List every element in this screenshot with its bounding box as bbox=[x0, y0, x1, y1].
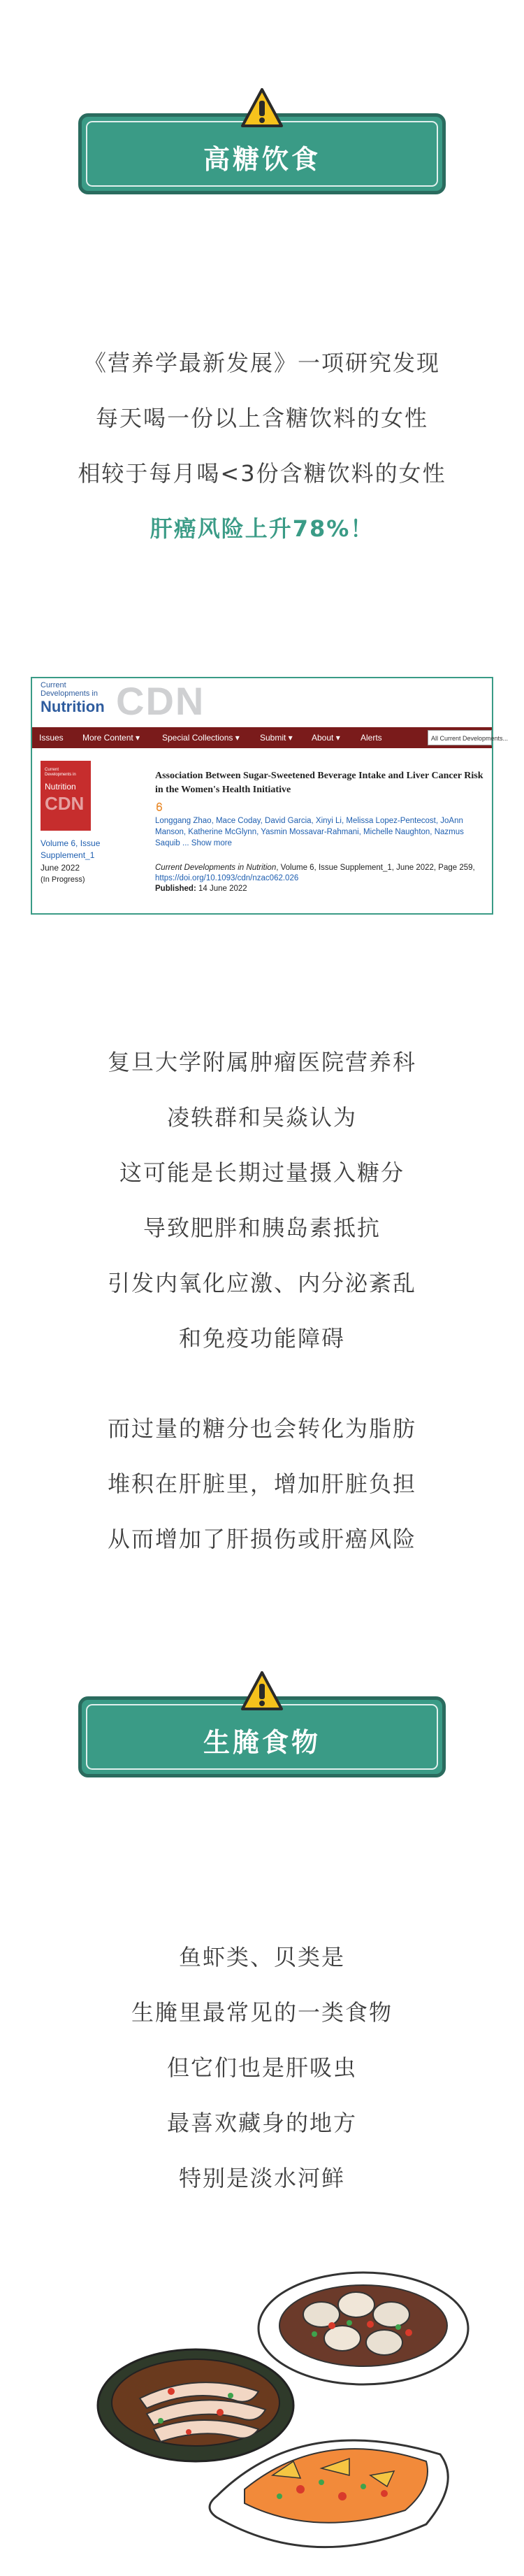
citation-block: Current Developments in Nutrition, Volume 6, Issue Supplement_1, June 2022, Page 259, https://doi.org/10.1093/cdn/nzac062.026 Published: 14 June 2022 bbox=[155, 864, 475, 893]
section-banner-raw-marinated bbox=[78, 1689, 446, 1777]
text-line: 每天喝一份以上含糖饮料的女性 bbox=[95, 405, 428, 431]
text-line: 特别是淡水河鲜 bbox=[178, 2165, 345, 2191]
journal-search-input[interactable]: All Current Developments... bbox=[428, 730, 492, 745]
text-line: 但它们也是肝吸虫 bbox=[166, 2054, 357, 2081]
cover-cdn: CDN bbox=[45, 793, 85, 814]
doi-link[interactable]: https://doi.org/10.1093/cdn/nzac062.026 bbox=[155, 874, 299, 882]
issue-status: (In Progress) bbox=[41, 875, 85, 884]
nav-submit[interactable]: Submit ▾ bbox=[260, 733, 293, 743]
nav-special-collections[interactable]: Special Collections ▾ bbox=[162, 733, 240, 743]
brand-line: Current bbox=[41, 681, 66, 689]
text-line: 这可能是长期过量摄入糖分 bbox=[119, 1159, 405, 1186]
text-line: 《营养学最新发展》一项研究发现 bbox=[83, 350, 440, 376]
text-line: 相较于每月喝<3份含糖饮料的女性 bbox=[78, 460, 446, 487]
cover-text: Current Developments in bbox=[45, 768, 76, 777]
journal-article-screenshot bbox=[31, 677, 509, 915]
brand-name: Nutrition bbox=[41, 698, 105, 715]
text-line: 引发内氧化应激、内分泌紊乱 bbox=[107, 1270, 416, 1296]
paragraph-raw-seafood bbox=[0, 1930, 524, 2206]
nav-more-content[interactable]: More Content ▾ bbox=[82, 733, 140, 743]
author-list[interactable]: Longgang Zhao, Mace Coday, David Garcia, Xinyi Li, Melissa Lopez-Pentecost, JoAnn Manson, Katherine McGlynn, Yasmin Mossavar-Rahmani, Michelle Naughton, Nazmus Saquib ... Show more bbox=[155, 817, 464, 847]
journal-cover-image[interactable] bbox=[41, 761, 91, 831]
section-title: 生腌食物 bbox=[203, 1727, 321, 1758]
text-line: 和免疫功能障碍 bbox=[178, 1325, 345, 1352]
section-banner-high-sugar bbox=[78, 106, 446, 194]
nav-issues[interactable]: Issues bbox=[39, 733, 64, 743]
text-line: 堆积在肝脏里，增加肝脏负担 bbox=[107, 1471, 416, 1497]
article-title: Association Between Sugar-Sweetened Beverage Intake and Liver Cancer Risk in the Women's Health Initiative bbox=[155, 771, 483, 795]
paragraph-intro bbox=[0, 336, 524, 557]
text-line: 从而增加了肝损伤或肝癌风险 bbox=[107, 1526, 416, 1552]
section-title: 高糖饮食 bbox=[203, 144, 321, 175]
seafood-dishes-illustration bbox=[91, 2266, 482, 2576]
text-line: 导致肥胖和胰岛素抵抗 bbox=[143, 1215, 381, 1241]
volume-link[interactable]: Volume 6, Issue Supplement_1 bbox=[41, 838, 101, 860]
journal-nav-bar bbox=[32, 727, 509, 748]
text-line: 生腌里最常见的一类食物 bbox=[131, 1999, 393, 2026]
issue-date: June 2022 bbox=[41, 863, 80, 873]
paragraph-expert-view bbox=[0, 1035, 524, 1366]
text-line: 复旦大学附属肿瘤医院营养科 bbox=[107, 1049, 416, 1075]
cover-title: Nutrition bbox=[45, 782, 76, 792]
nav-about[interactable]: About ▾ bbox=[312, 733, 340, 743]
cdn-watermark: CDN bbox=[116, 679, 205, 723]
open-access-icon bbox=[155, 803, 163, 811]
warning-icon bbox=[240, 1670, 284, 1712]
text-line: 而过量的糖分也会转化为脂肪 bbox=[107, 1415, 416, 1442]
highlight-line: 肝癌风险上升78%！ bbox=[150, 515, 374, 542]
text-line: 最喜欢藏身的地方 bbox=[166, 2110, 357, 2136]
journal-header bbox=[32, 678, 492, 723]
warning-icon bbox=[240, 87, 284, 129]
brand-line: Developments in bbox=[41, 689, 98, 698]
text-line: 鱼虾类、贝类是 bbox=[178, 1944, 345, 1970]
text-line: 凌轶群和吴焱认为 bbox=[166, 1104, 357, 1131]
nav-alerts[interactable]: Alerts bbox=[361, 733, 382, 743]
journal-brand bbox=[41, 681, 105, 716]
paragraph-fat-liver bbox=[0, 1401, 524, 1567]
